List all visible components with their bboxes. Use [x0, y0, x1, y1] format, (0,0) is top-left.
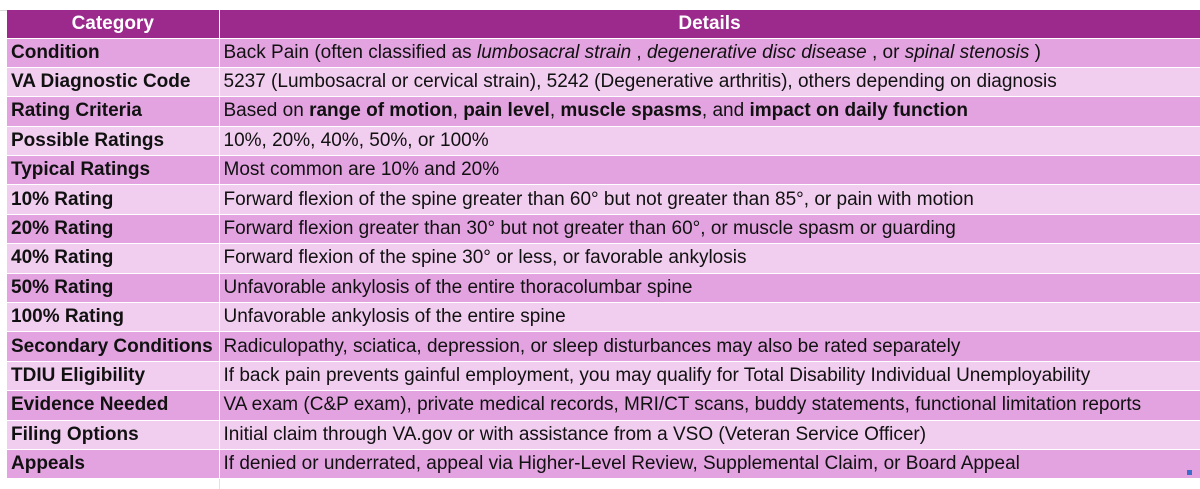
table-row — [7, 214, 1200, 243]
italic-text: degenerative disc disease — [646, 41, 867, 63]
details-text: Radiculopathy, sciatica, depression, or sleep disturbances may also be rated separately — [223, 335, 961, 357]
bold-text: range of motion — [309, 100, 453, 122]
details-cell[interactable] — [219, 361, 1200, 390]
selection-fill-handle[interactable] — [1187, 470, 1192, 475]
details-cell[interactable] — [219, 214, 1200, 243]
details-cell[interactable] — [219, 332, 1200, 361]
table-row — [7, 244, 1200, 273]
details-cell[interactable] — [219, 156, 1200, 185]
header-cell-category[interactable]: Category — [7, 10, 219, 38]
details-text: VA exam (C&P exam), private medical records, MRI/CT scans, buddy statements, functional limitation reports — [223, 394, 1142, 416]
details-text: , — [452, 100, 464, 122]
details-text: Forward flexion greater than 30° but not greater than 60°, or muscle spasm or guarding — [223, 218, 956, 240]
details-cell[interactable] — [219, 67, 1200, 96]
details-cell[interactable] — [219, 244, 1200, 273]
category-cell[interactable]: VA Diagnostic Code — [7, 67, 219, 96]
details-text: Forward flexion of the spine 30° or less, or favorable ankylosis — [223, 247, 747, 269]
category-cell[interactable]: Rating Criteria — [7, 97, 219, 126]
category-cell[interactable]: 40% Rating — [7, 244, 219, 273]
details-text: Back Pain (often classified as — [223, 41, 477, 63]
table-row — [7, 97, 1200, 126]
category-cell[interactable]: Filing Options — [7, 420, 219, 449]
header-row — [7, 10, 1200, 38]
details-text: , and — [701, 100, 750, 122]
details-text: Most common are 10% and 20% — [223, 159, 500, 181]
table-body — [7, 38, 1200, 479]
table-row — [7, 185, 1200, 214]
category-cell[interactable]: Secondary Conditions — [7, 332, 219, 361]
details-text: 10%, 20%, 40%, 50%, or 100% — [223, 129, 489, 151]
details-text: If back pain prevents gainful employment, you may qualify for Total Disability Individual Unemployability — [223, 364, 1091, 386]
details-cell[interactable] — [219, 97, 1200, 126]
details-cell[interactable] — [219, 185, 1200, 214]
details-text: Unfavorable ankylosis of the entire spine — [223, 306, 566, 328]
details-text: ) — [1029, 41, 1041, 63]
details-text: If denied or underrated, appeal via Higher-Level Review, Supplemental Claim, or Board Appeal — [223, 453, 1020, 475]
details-text: Unfavorable ankylosis of the entire thoracolumbar spine — [223, 276, 693, 298]
details-text: , — [631, 41, 647, 63]
details-text: 5237 (Lumbosacral or cervical strain), 5242 (Degenerative arthritis), others depending on diagnosis — [223, 71, 1057, 93]
table-row — [7, 361, 1200, 390]
bold-text: muscle spasms — [560, 100, 702, 122]
category-cell[interactable]: Appeals — [7, 449, 219, 478]
table-row — [7, 391, 1200, 420]
details-cell[interactable] — [219, 449, 1200, 478]
italic-text: lumbosacral strain — [476, 41, 632, 63]
category-cell[interactable]: Evidence Needed — [7, 391, 219, 420]
table-row — [7, 126, 1200, 155]
category-cell[interactable]: Typical Ratings — [7, 156, 219, 185]
table-row — [7, 273, 1200, 302]
details-cell[interactable] — [219, 273, 1200, 302]
details-text: Initial claim through VA.gov or with assistance from a VSO (Veteran Service Officer) — [223, 423, 927, 445]
table-row — [7, 38, 1200, 67]
bold-text: impact on daily function — [749, 100, 968, 122]
category-cell[interactable]: 10% Rating — [7, 185, 219, 214]
table-row — [7, 303, 1200, 332]
details-cell[interactable] — [219, 391, 1200, 420]
category-cell[interactable]: 100% Rating — [7, 303, 219, 332]
details-cell[interactable] — [219, 126, 1200, 155]
table-row — [7, 420, 1200, 449]
details-text: Forward flexion of the spine greater than 60° but not greater than 85°, or pain with motion — [223, 188, 974, 210]
details-text: Based on — [223, 100, 310, 122]
details-cell[interactable] — [219, 303, 1200, 332]
details-text: , — [549, 100, 561, 122]
va-back-pain-rating-table — [7, 10, 1200, 479]
category-cell[interactable]: Condition — [7, 38, 219, 67]
details-cell[interactable] — [219, 420, 1200, 449]
category-cell[interactable]: 50% Rating — [7, 273, 219, 302]
header-cell-details[interactable]: Details — [219, 10, 1200, 38]
bold-text: pain level — [463, 100, 550, 122]
details-cell[interactable] — [219, 38, 1200, 67]
table-row — [7, 449, 1200, 478]
table-row — [7, 67, 1200, 96]
table-row — [7, 332, 1200, 361]
table-row — [7, 156, 1200, 185]
details-text: , or — [866, 41, 905, 63]
category-cell[interactable]: TDIU Eligibility — [7, 361, 219, 390]
category-cell[interactable]: 20% Rating — [7, 214, 219, 243]
category-cell[interactable]: Possible Ratings — [7, 126, 219, 155]
italic-text: spinal stenosis — [904, 41, 1030, 63]
